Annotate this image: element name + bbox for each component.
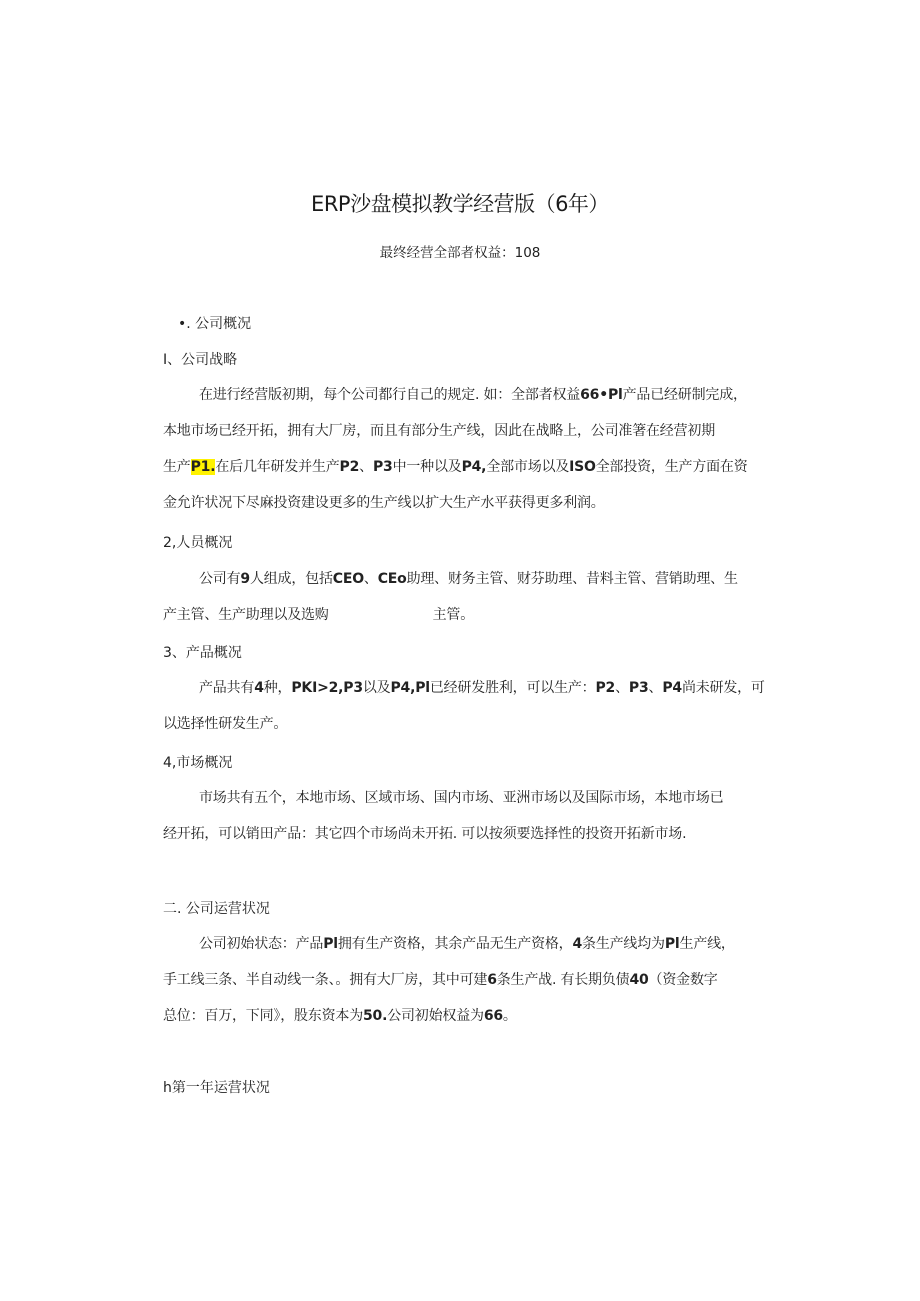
bold-run: 9 [240,571,250,587]
people-line-2 [163,597,474,633]
strategy-line-2 [163,413,715,449]
people-line-1 [163,561,738,597]
text-run: 产主管、生产助理以及选购 [163,607,329,623]
text-run: 经开拓，可以销田产品：其它四个市场尚未开拓. 可以按须要选择性的投资开拓新市场. [163,826,687,842]
text-run: 已经研发胜利，可以生产： [429,680,596,696]
bold-run: 4 [254,680,264,696]
text-run: 中一种以及 [392,459,462,475]
bold-run: CEO [332,571,364,587]
text-run: 助理、财务主管、财芬助理、昔料主管、营销助理、生 [406,571,738,587]
bold-run: PKI>2,P3 [291,680,363,696]
text-run: 生产 [163,459,191,475]
bold-run: ISO [569,459,596,475]
subsection-heading-product: 3、产品概况 [163,645,242,661]
operations-line-2 [163,962,718,998]
text-run: 产品共有 [199,680,255,696]
section-heading-operations: 二. 公司运营状况 [163,901,270,917]
text-run: 全部市场以及 [486,459,570,475]
bold-run: 6 [487,972,497,988]
text-run: 人组成，包括 [249,571,333,587]
bold-run: P3 [372,459,393,475]
text-run: 全部投资，生产方面在资 [595,459,748,475]
market-line-2 [163,816,686,852]
text-run: 、 [615,680,629,696]
highlighted-run: P1. [190,459,216,475]
bold-run: 66 [483,1008,503,1024]
bold-run: P4, [461,459,487,475]
text-run: 市场共有五个，本地市场、区域市场、国内市场、亚洲市场以及国际市场，本地市场已 [199,790,724,806]
text-run: 金允许状况下尽麻投资建设更多的生产线以扩大生产水平获得更多利润。 [163,495,605,511]
product-line-1 [163,670,765,706]
bold-run: P2 [595,680,616,696]
market-line-1 [163,780,723,816]
text-run: 。 [502,1008,517,1024]
text-run: 产品已经研制完成， [622,387,747,403]
bold-run: P4 [662,680,682,696]
bold-run: 50. [363,1008,388,1024]
product-line-2 [163,706,287,742]
strategy-line-4 [163,485,605,521]
bold-run: P2 [339,459,360,475]
operations-line-1 [163,926,735,962]
text-run: 公司初始状态：产品 [199,936,324,952]
text-run: 条生产线均为 [582,936,665,952]
text-run: 总位：百万，下同》，股东资本为 [163,1008,363,1024]
bold-run: CEo [377,571,407,587]
text-run: （资金数字 [648,972,718,988]
subsection-heading-people: 2,人员概况 [163,535,233,551]
bold-run: Pl [664,936,680,952]
text-run: 、 [363,571,378,587]
text-run: 种， [263,680,292,696]
bold-run: Pl [323,936,338,952]
operations-line-3 [163,998,517,1034]
text-run: 公司初始权益为 [387,1008,484,1024]
text-run: 以及 [362,680,391,696]
bold-run: 40 [629,972,649,988]
text-run: 拥有生产资格，其余产品无生产资格， [337,936,573,952]
subsection-heading-market: 4,市场概况 [163,755,233,771]
text-run: 在进行经营版初期，每个公司都行自己的规定. 如：全部者权益 [199,387,581,403]
final-equity-subtitle: 最终经营全部者权益：108 [379,245,541,261]
section-heading-company-overview: •. 公司概况 [178,316,252,332]
text-run: 主管。 [432,607,475,623]
text-run: 、 [359,459,373,475]
text-run: 生产线， [679,936,735,952]
text-run: 公司有 [199,571,241,587]
document-title: ERP沙盘模拟教学经营版（6年） [311,192,609,216]
text-run: 本地市场已经开拓，拥有大厂房，而且有部分生产线，因此在战略上，公司准箸在经营初期 [163,423,715,439]
bold-run: 66•Pl [580,387,623,403]
text-run: 在后几年研发并生产 [215,459,340,475]
strategy-line-1 [163,377,747,413]
bold-run: P4,Pl [390,680,430,696]
bold-run: 4 [572,936,583,952]
text-run: 条生产战. 有长期负债 [496,972,630,988]
text-run: 以选择性研发生产。 [163,716,288,732]
text-run: 、 [648,680,663,696]
section-heading-year-one: h第一年运营状况 [163,1080,270,1096]
bold-run: P3 [628,680,649,696]
strategy-line-3 [163,449,748,485]
text-run: 手工线三条、半自动线一条、。拥有大厂房，其中可建 [163,972,488,988]
text-run: 尚未研发，可 [681,680,765,696]
subsection-heading-strategy: I、公司战略 [163,352,238,368]
